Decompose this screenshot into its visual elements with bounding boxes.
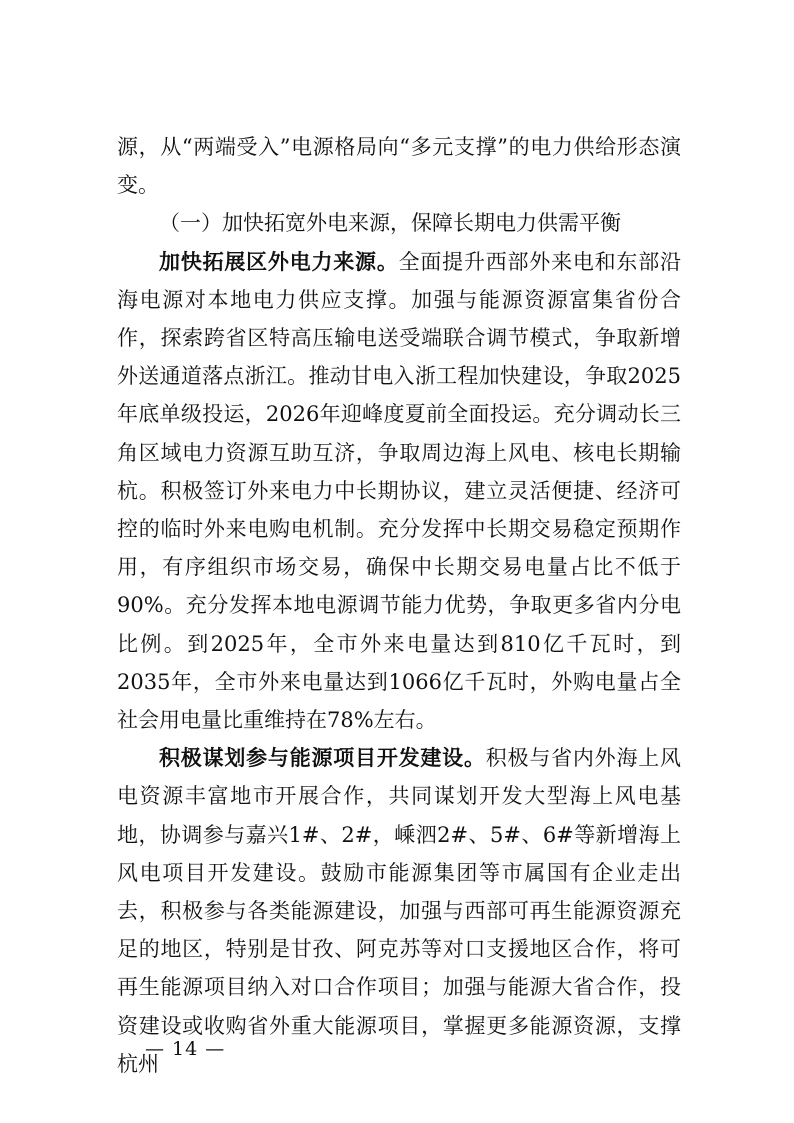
intro-paragraph: 源，从“两端受入”电源格局向“多元支撑”的电力供给形态演变。 (117, 135, 681, 198)
paragraph-lead: 加快拓展区外电力来源。 (159, 249, 399, 274)
paragraph-lead: 积极谋划参与能源项目开发建设。 (159, 746, 486, 771)
section-heading: （一）加快拓宽外电来源，保障长期电力供需平衡 (159, 211, 621, 236)
paragraph-body: 积极与省内外海上风电资源丰富地市开展合作，共同谋划开发大型海上风电基地，协调参与嘉兴1#、2#，嵊泗2#、5#、6#等新增海上风电项目开发建设。鼓励市能源集团等市属国有企业走出去，积极参与各类能源建设，加强与西部可再生能源资源充足的地区，特别是甘孜、阿克苏等对口支援地区合作，将可再生能源项目纳入对口合作项目；加强与能源大省合作，投资建设或收购省外重大能源项目，掌握更多能源资源，支撑杭州 (117, 746, 682, 1076)
paragraph-external-power (117, 243, 681, 740)
paragraph-body: 全面提升西部外来电和东部沿海电源对本地电力供应支撑。加强与能源资源富集省份合作，探索跨省区特高压输电送受端联合调节模式，争取新增外送通道落点浙江。推动甘电入浙工程加快建设，争取2025年底单级投运，2026年迎峰度夏前全面投运。充分调动长三角区域电力资源互助互济，争取周边海上风电、核电长期输杭。积极签订外来电力中长期协议，建立灵活便捷、经济可控的临时外来电购电机制。充分发挥中长期交易稳定预期作用，有序组织市场交易，确保中长期交易电量占比不低于90%。充分发挥本地电源调节能力优势，争取更多省内分电比例。到2025年，全市外来电量达到810亿千瓦时，到2035年，全市外来电量达到1066亿千瓦时，外购电量占全社会用电量比重维持在78%左右。 (117, 249, 681, 733)
page-number: — 14 — (145, 1038, 226, 1060)
document-body (117, 128, 681, 1083)
paragraph-energy-projects (117, 739, 681, 1083)
